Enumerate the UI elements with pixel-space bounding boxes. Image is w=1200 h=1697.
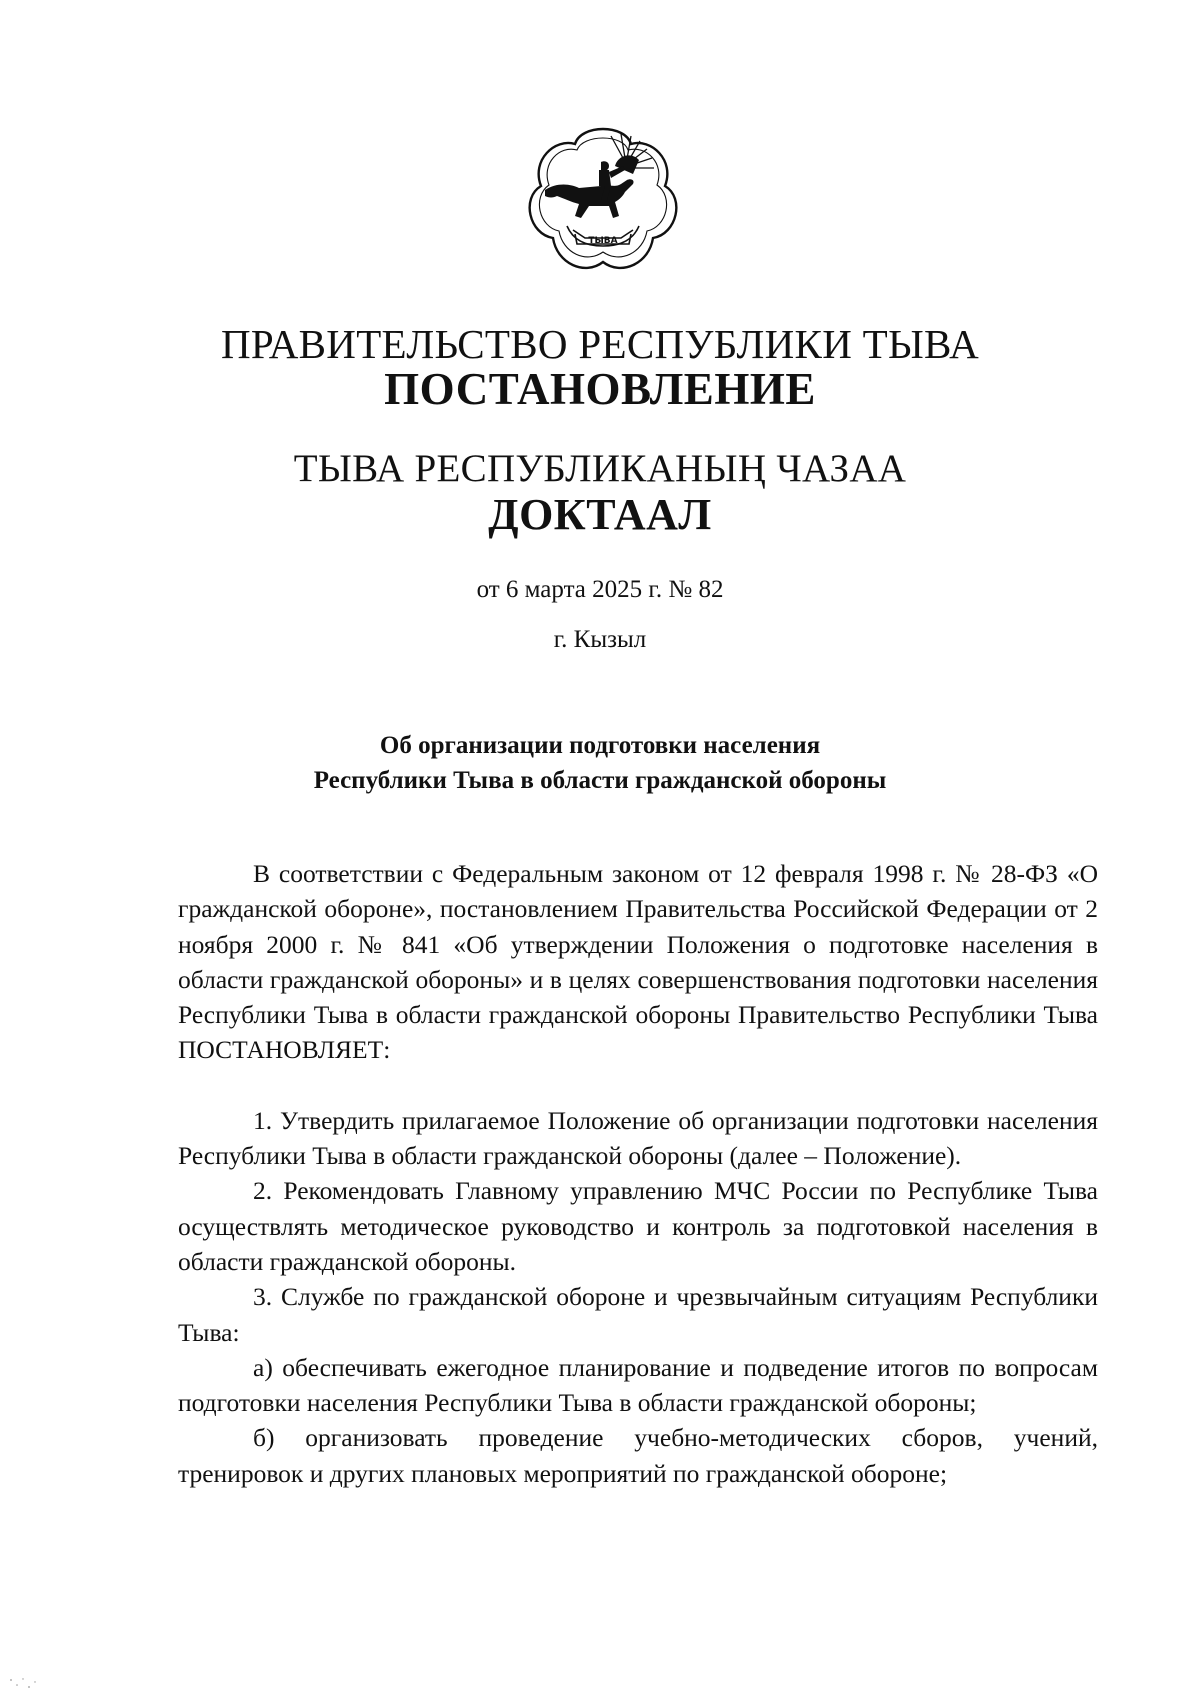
item-paragraph-3b: б) организовать проведение учебно-методических сборов, учений, тренировок и других плановых мероприятий по гражданской обороне; bbox=[178, 1423, 1098, 1488]
government-title-tyv: ТЫВА РЕСПУБЛИКАНЫҢ ЧАЗАА bbox=[293, 447, 907, 490]
document-body bbox=[178, 856, 1098, 1491]
decree-place: г. Кызыл bbox=[553, 626, 647, 653]
subject-line-2: Республики Тыва в области гражданской обороны bbox=[313, 767, 887, 794]
decree-date-number: от 6 марта 2025 г. № 82 bbox=[476, 576, 724, 603]
government-title-ru: ПРАВИТЕЛЬСТВО РЕСПУБЛИКИ ТЫВА bbox=[220, 321, 980, 367]
item-paragraph-3a: а) обеспечивать ежегодное планирование и подведение итогов по вопросам подготовки населения Республики Тыва в области гражданской обороны; bbox=[178, 1352, 1098, 1418]
document-subject bbox=[0, 728, 1200, 798]
item-paragraph-3: 3. Службе по гражданской обороне и чрезвычайным ситуациям Республики Тыва: bbox=[178, 1282, 1098, 1347]
item-paragraph-1: 1. Утвердить прилагаемое Положение об организации подготовки населения Республики Тыва в области гражданской обороны (далее – Положение). bbox=[178, 1105, 1098, 1171]
preamble-paragraph: В соответствии с Федеральным законом от 12 февраля 1998 г. № 28-ФЗ «О гражданской обороне», постановлением Правительства Российской Федерации от 2 ноября 2000 г. № 841 «Об утверждении Положения о подготовке населения в области гражданской обороны» и в целях совершенствования подготовки населения Республики Тыва в области гражданской обороны Правительство Республики Тыва ПОСТАНОВЛЯЕТ: bbox=[178, 859, 1098, 1065]
subject-line-1: Об организации подготовки населения bbox=[379, 732, 821, 759]
scan-artifact bbox=[8, 1676, 48, 1690]
item-paragraph-2: 2. Рекомендовать Главному управлению МЧС России по Республике Тыва осуществлять методическое руководство и контроль за подготовкой населения в области гражданской обороны. bbox=[178, 1176, 1098, 1276]
emblem-ribbon-text: ТЫВА bbox=[588, 236, 618, 246]
decree-title-ru: ПОСТАНОВЛЕНИЕ bbox=[384, 364, 816, 414]
tuva-coat-of-arms-icon bbox=[515, 122, 690, 280]
decree-title-tyv: ДОКТААЛ bbox=[488, 490, 712, 539]
